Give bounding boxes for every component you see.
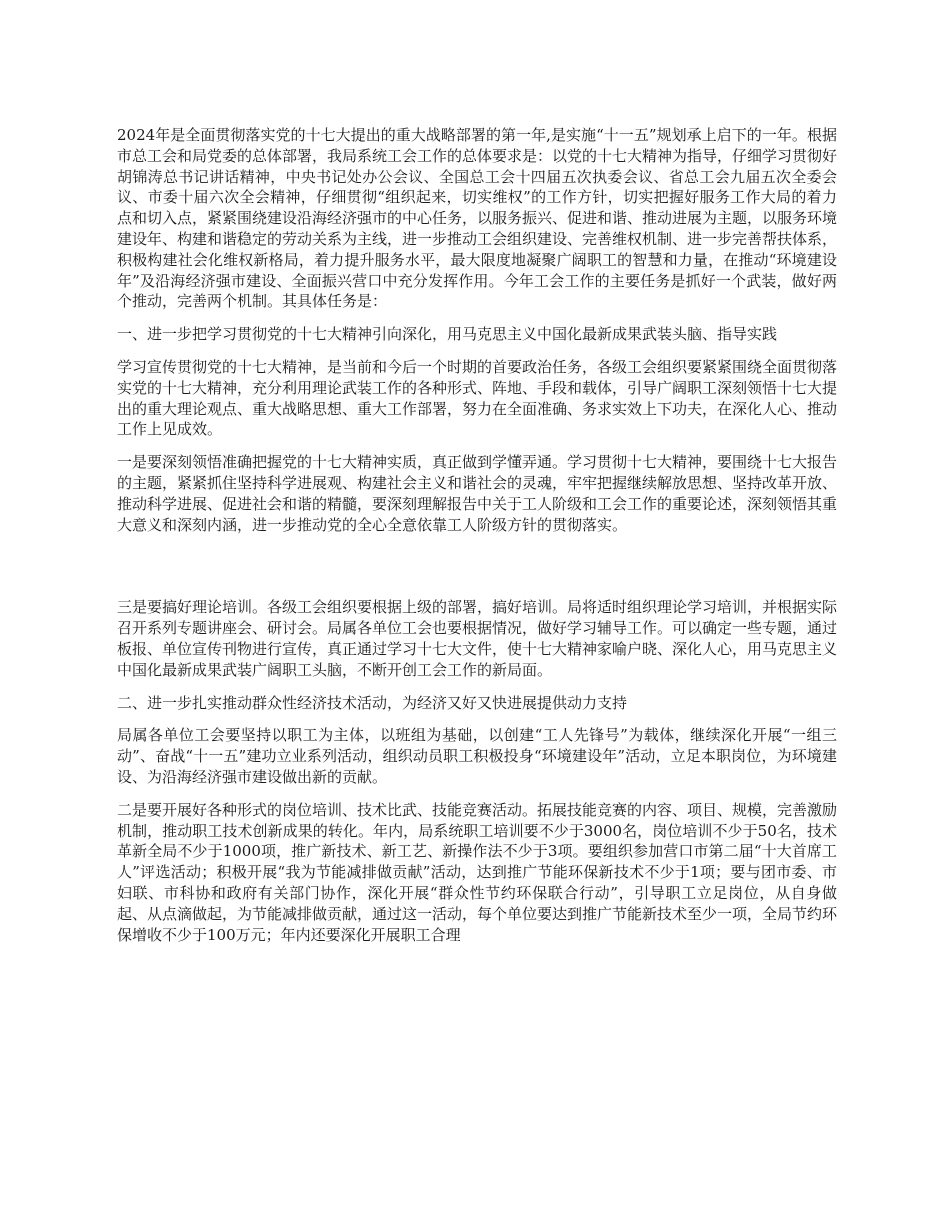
document-body <box>117 125 837 945</box>
paragraph-training-competitions: 二是要开展好各种形式的岗位培训、技术比武、技能竞赛活动。拓展技能竞赛的内容、项目、规模，完善激励机制，推动职工技术创新成果的转化。年内，局系统职工培训要不少于3000名，岗位培训不少于50名，技术革新全局不少于1000项，推广新技术、新工艺、新操作法不少于3项。要组织参加营口市第二届“十大首席工人”评选活动；积极开展“我为节能减排做贡献”活动，达到推广节能环保新技术不少于1项；要与团市委、市妇联、市科协和政府有关部门协作，深化开展“群众性节约环保联合行动”，引导职工立足岗位，从自身做起、从点滴做起，为节能减排做贡献，通过这一活动，每个单位要达到推广节能新技术至少一项，全局节约环保增收不少于100万元；年内还要深化开展职工合理 <box>117 800 838 944</box>
paragraph-study-propaganda: 学习宣传贯彻党的十七大精神，是当前和今后一个时期的首要政治任务，各级工会组织要紧紧围绕全面贯彻落实党的十七大精神，充分利用理论武装工作的各种形式、阵地、手段和载体，引导广阔职工深刻领悟十七大提出的重大理论观点、重大战略思想、重大工作部署，努力在全面准确、务求实效上下功夫，在深化人心、推动工作上见成效。 <box>117 357 838 439</box>
paragraph-intro: 2024年是全面贯彻落实党的十七大提出的重大战略部署的第一年,是实施“十一五”规划承上启下的一年。根据市总工会和局党委的总体部署，我局系统工会工作的总体要求是：以党的十七大精神为指导，仔细学习贯彻好胡锦涛总书记讲话精神，中央书记处办公会议、全国总工会十四届五次执委会议、省总工会九届五次全委会议、市委十届六次全会精神，仔细贯彻“组织起来，切实维权”的工作方针，切实把握好服务工作大局的着力点和切入点，紧紧围绕建设沿海经济强市的中心任务，以服务振兴、促进和谐、推动进展为主题，以服务环境建设年、构建和谐稳定的劳动关系为主线，进一步推动工会组织建设、完善维权机制、进一步完善帮扶体系，积极构建社会化维权新格局，着力提升服务水平，最大限度地凝聚广阔职工的智慧和力量，在推动“环境建设年”及沿海经济强市建设、全面振兴营口中充分发挥作用。今年工会工作的主要任务是抓好一个武装，做好两个推动，完善两个机制。其具体任务是： <box>117 126 838 311</box>
paragraph-point-one: 一是要深刻领悟准确把握党的十七大精神实质，真正做到学懂弄通。学习贯彻十七大精神，要围绕十七大报告的主题，紧紧抓住坚持科学进展观、构建社会主义和谐社会的灵魂，牢牢把握继续解放思想、坚持改革开放、推动科学进展、促进社会和谐的精髓，要深刻理解报告中关于工人阶级和工会工作的重要论述，深刻领悟其重大意义和深刻内涵，进一步推动党的全心全意依靠工人阶级方针的贯彻落实。 <box>117 453 838 534</box>
paragraph-point-three: 三是要搞好理论培训。各级工会组织要根据上级的部署，搞好培训。局将适时组织理论学习培训，并根据实际召开系列专题讲座会、研讨会。局属各单位工会也要根据情况，做好学习辅导工作。可以确定一些专题，通过板报、单位宣传刊物进行宣传，真正通过学习十七大文件，使十七大精神家喻户晓、深化人心，用马克思主义中国化最新成果武装广阔职工头脑，不断开创工会工作的新局面。 <box>117 598 838 679</box>
section-heading-2: 二、进一步扎实推动群众性经济技术活动，为经济又好又快进展提供动力支持 <box>117 693 628 712</box>
section-heading-1: 一、进一步把学习贯彻党的十七大精神引向深化，用马克思主义中国化最新成果武装头脑、指导实践 <box>117 325 778 344</box>
paragraph-union-units: 局属各单位工会要坚持以职工为主体，以班组为基础，以创建“工人先锋号”为载体，继续深化开展“一组三动”、奋战“十一五”建功立业系列活动，组织动员职工积极投身“环境建设年”活动，立足本职岗位，为环境建设、为沿海经济强市建设做出新的贡献。 <box>117 726 837 786</box>
